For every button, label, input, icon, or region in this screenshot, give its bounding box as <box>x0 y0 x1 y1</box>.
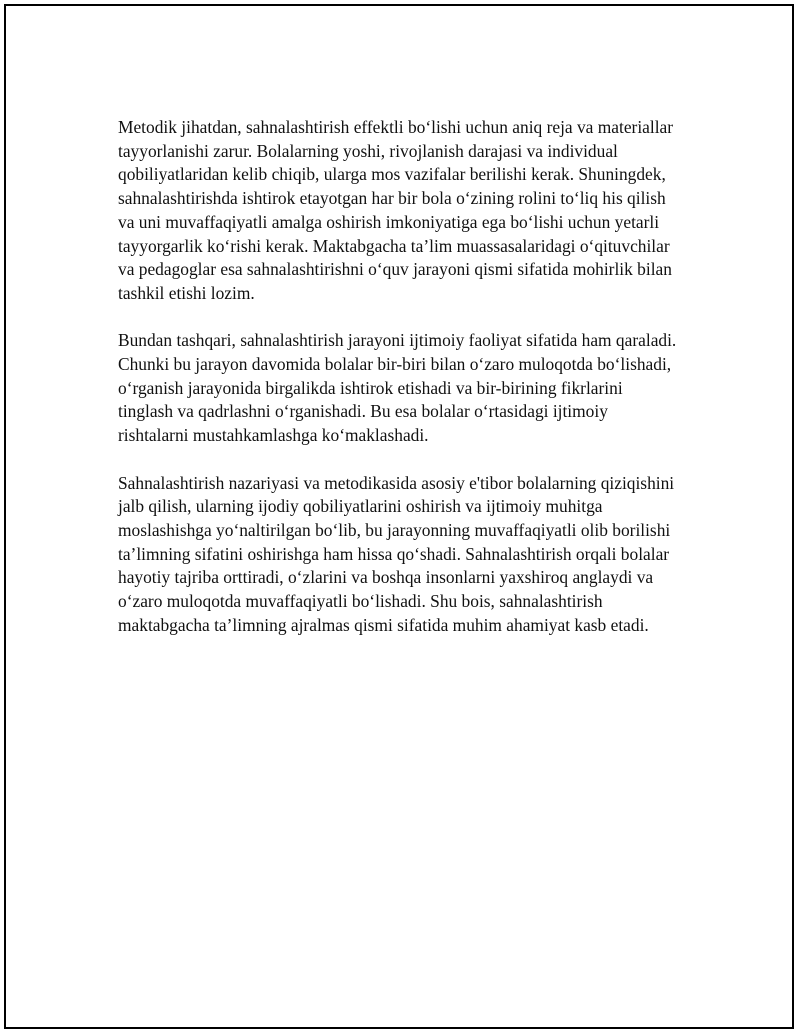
paragraph-1: Metodik jihatdan, sahnalashtirish effektli bo‘lishi uchun aniq reja va materiallar tayyorlanishi zarur. Bolalarning yoshi, rivojlanish darajasi va individual qobiliyatlaridan kelib chiqib, ularga mos vazifalar berilishi kerak. Shuningdek, sahnalashtirishda ishtirok etayotgan har bir bola o‘zining rolini to‘liq his qilish va uni muvaffaqiyatli amalga oshirish imkoniyatiga ega bo‘lishi uchun yetarli tayyorgarlik ko‘rishi kerak. Maktabgacha ta’lim muassasalaridagi o‘qituvchilar va pedagoglar esa sahnalashtirishni o‘quv jarayoni qismi sifatida mohirlik bilan tashkil etishi lozim. <box>118 117 674 303</box>
document-body <box>118 116 680 661</box>
paragraph-3: Sahnalashtirish nazariyasi va metodikasida asosiy e'tibor bolalarning qiziqishini jalb qilish, ularning ijodiy qobiliyatlarini oshirish va ijtimoiy muhitga moslashishga yo‘naltirilgan bo‘lib, bu jarayonning muvaffaqiyatli olib borilishi ta’limning sifatini oshirishga ham hissa qo‘shadi. Sahnalashtirish orqali bolalar hayotiy tajriba orttiradi, o‘zlarini va boshqa insonlarni yaxshiroq anglaydi va o‘zaro muloqotda muvaffaqiyatli bo‘lishadi. Shu bois, sahnalashtirish maktabgacha ta’limning ajralmas qismi sifatida muhim ahamiyat kasb etadi. <box>118 472 675 635</box>
paragraph-2: Bundan tashqari, sahnalashtirish jarayoni ijtimoiy faoliyat sifatida ham qaraladi. Chunki bu jarayon davomida bolalar bir-biri bilan o‘zaro muloqotda bo‘lishadi, o‘rganish jarayonida birgalikda ishtirok etishadi va bir-birining fikrlarini tinglash va qadrlashni o‘rganishadi. Bu esa bolalar o‘rtasidagi ijtimoiy rishtalarni mustahkamlashga ko‘maklashadi. <box>118 330 677 446</box>
